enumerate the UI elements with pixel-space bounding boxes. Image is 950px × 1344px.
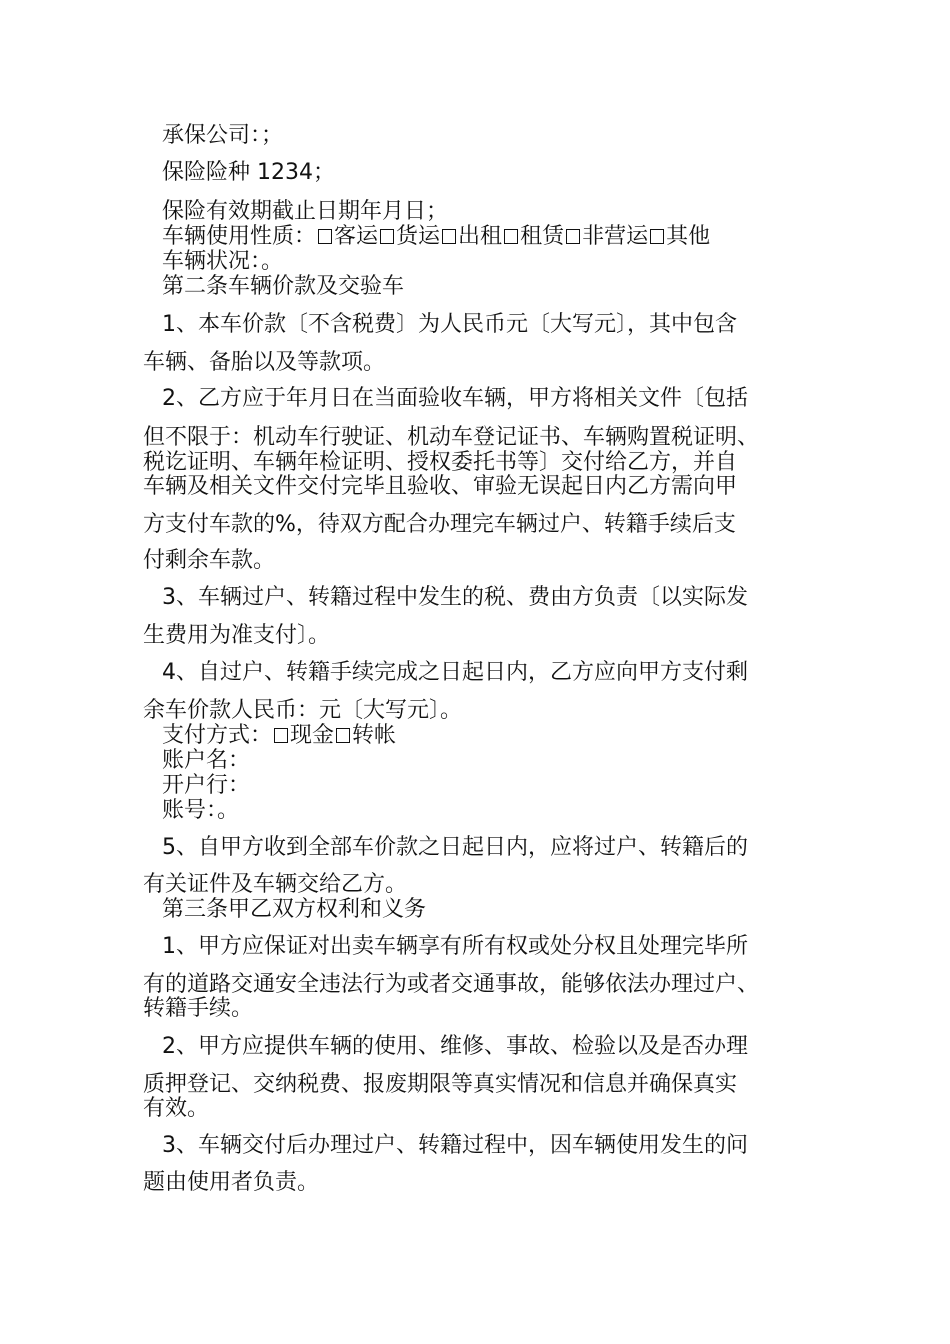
insurance-company: 承保公司：； [162, 123, 284, 148]
clause-line: 生费用为准支付〕。 [143, 623, 331, 648]
checkbox-icon [442, 229, 456, 244]
clause-line: 付剩余车款。 [143, 548, 276, 573]
usage-option: 其他 [666, 224, 711, 249]
checkbox-icon [566, 229, 580, 244]
checkbox-icon [274, 728, 288, 743]
usage-option: 租赁 [520, 224, 565, 249]
clause-line: 5、自甲方收到全部车价款之日起日内，应将过户、转籍后的 [162, 835, 748, 860]
clause-line: 1、本车价款〔不含税费〕为人民币元〔大写元〕，其中包含 [162, 312, 737, 337]
usage-option: 货运 [396, 224, 441, 249]
vehicle-condition: 车辆状况：。 [162, 249, 284, 274]
checkbox-icon [650, 229, 664, 244]
clause-line: 4、自过户、转籍手续完成之日起日内，乙方应向甲方支付剩 [162, 660, 748, 685]
usage-option: 客运 [334, 224, 379, 249]
clause-line: 有关证件及车辆交给乙方。 [143, 872, 408, 897]
article2-title: 第二条车辆价款及交验车 [162, 274, 405, 299]
vehicle-usage-label: 车辆使用性质： [162, 224, 317, 249]
payment-option: 转帐 [352, 723, 397, 748]
clause-line: 有的道路交通安全违法行为或者交通事故，能够依法办理过户、 [143, 972, 760, 997]
clause-line: 车辆及相关文件交付完毕且验收、审验无误起日内乙方需向甲 [143, 474, 738, 499]
clause-line: 税讫证明、车辆年检证明、授权委托书等〕交付给乙方，并自 [143, 450, 738, 475]
checkbox-icon [504, 229, 518, 244]
clause-line: 车辆、备胎以及等款项。 [143, 350, 386, 375]
account-name: 账户名： [162, 748, 251, 773]
usage-option: 非营运 [582, 224, 649, 249]
clause-line: 有效。 [143, 1096, 210, 1121]
payment-option: 现金 [290, 723, 335, 748]
clause-line: 方支付车款的%，待双方配合办理完车辆过户、转籍手续后支 [143, 512, 736, 537]
vehicle-usage-line [162, 224, 710, 250]
clause-line: 题由使用者负责。 [143, 1170, 320, 1195]
clause-line: 余车价款人民币：元〔大写元〕。 [143, 698, 463, 723]
clause-line: 质押登记、交纳税费、报废期限等真实情况和信息并确保真实 [143, 1072, 738, 1097]
insurance-expiry: 保险有效期截止日期年月日； [162, 199, 449, 224]
account-number: 账号：。 [162, 798, 240, 823]
clause-line: 但不限于：机动车行驶证、机动车登记证书、车辆购置税证明、 [143, 425, 760, 450]
usage-option: 出租 [458, 224, 503, 249]
article3-title: 第三条甲乙双方权利和义务 [162, 897, 427, 922]
clause-line: 3、车辆过户、转籍过程中发生的税、费由方负责〔以实际发 [162, 585, 748, 610]
clause-line: 转籍手续。 [143, 996, 254, 1021]
clause-line: 2、乙方应于年月日在当面验收车辆，甲方将相关文件〔包括 [162, 386, 748, 411]
checkbox-icon [380, 229, 394, 244]
clause-line: 2、甲方应提供车辆的使用、维修、事故、检验以及是否办理 [162, 1034, 748, 1059]
checkbox-icon [318, 229, 332, 244]
bank-name: 开户行： [162, 773, 251, 798]
payment-method-line [162, 723, 396, 749]
insurance-type: 保险险种 1234； [162, 160, 335, 185]
clause-line: 1、甲方应保证对出卖车辆享有所有权或处分权且处理完毕所 [162, 934, 748, 959]
payment-method-label: 支付方式： [162, 723, 273, 748]
checkbox-icon [336, 728, 350, 743]
clause-line: 3、车辆交付后办理过户、转籍过程中，因车辆使用发生的问 [162, 1133, 748, 1158]
